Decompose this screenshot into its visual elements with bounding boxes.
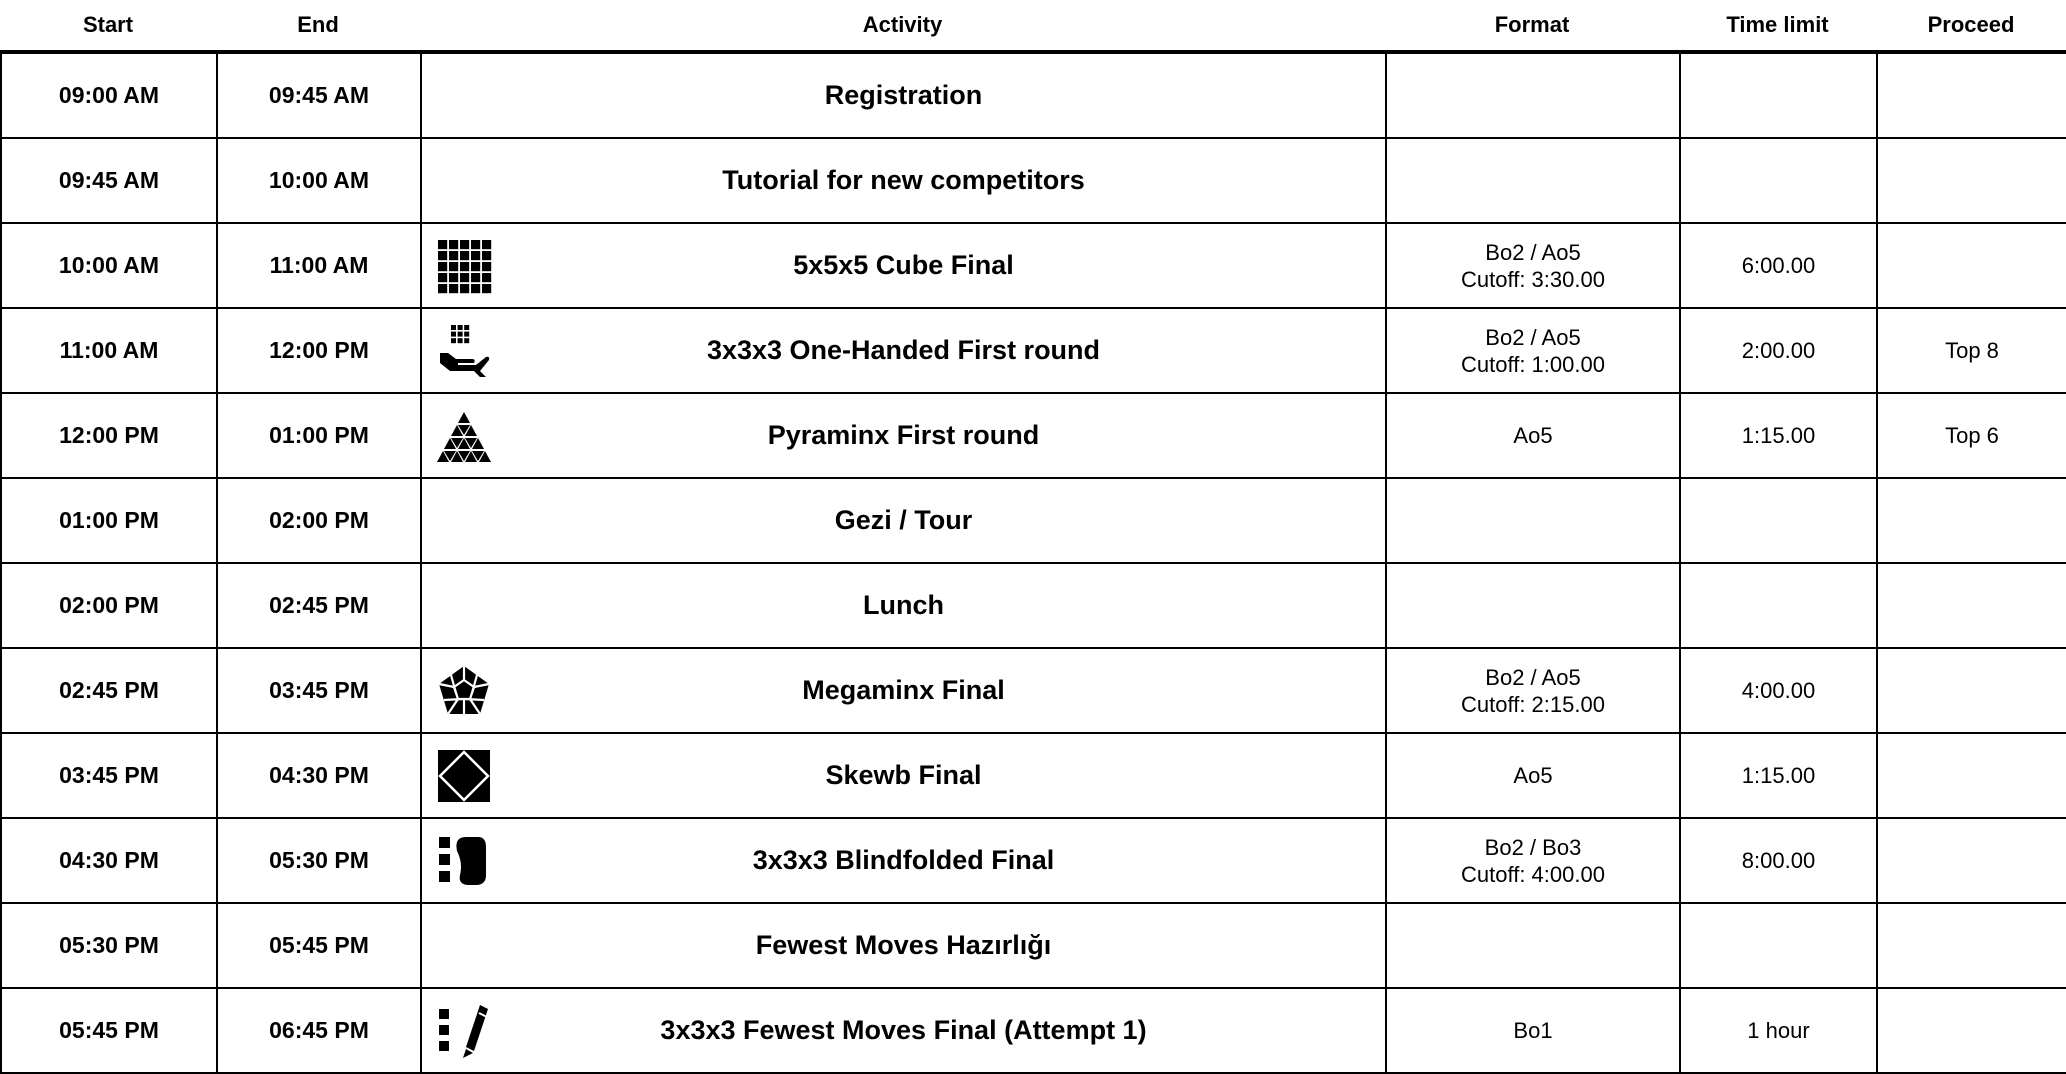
end-time: 05:45 PM	[216, 904, 420, 987]
table-row	[0, 564, 2066, 649]
format-cell	[1385, 989, 1679, 1072]
table-row	[0, 819, 2066, 904]
end-time: 04:30 PM	[216, 734, 420, 817]
activity-name: 3x3x3 Fewest Moves Final (Attempt 1)	[660, 1015, 1147, 1045]
cutoff-value: Cutoff: 4:00.00	[1461, 861, 1605, 887]
time-limit: 4:00.00	[1679, 649, 1876, 732]
megaminx-icon	[436, 663, 492, 719]
table-body	[0, 54, 2066, 1074]
format-cell	[1385, 904, 1679, 987]
time-limit: 8:00.00	[1679, 819, 1876, 902]
table-row	[0, 54, 2066, 139]
format-cell	[1385, 54, 1679, 137]
format-value: Bo2 / Bo3	[1484, 834, 1582, 860]
format-cell	[1385, 224, 1679, 307]
end-time: 05:30 PM	[216, 819, 420, 902]
end-time: 02:00 PM	[216, 479, 420, 562]
start-time: 02:45 PM	[0, 649, 216, 732]
table-row	[0, 309, 2066, 394]
end-time: 06:45 PM	[216, 989, 420, 1072]
proceed: Top 6	[1876, 394, 2066, 477]
time-limit	[1679, 54, 1876, 137]
end-time: 01:00 PM	[216, 394, 420, 477]
table-header	[0, 0, 2066, 54]
proceed	[1876, 989, 2066, 1072]
end-time: 09:45 AM	[216, 54, 420, 137]
activity-name: Skewb Final	[825, 760, 982, 790]
end-time: 12:00 PM	[216, 309, 420, 392]
activity-name: Fewest Moves Hazırlığı	[755, 930, 1052, 960]
start-time: 10:00 AM	[0, 224, 216, 307]
format-value: Bo2 / Ao5	[1485, 239, 1581, 265]
proceed	[1876, 734, 2066, 817]
cutoff-value: Cutoff: 2:15.00	[1461, 691, 1605, 717]
end-time: 02:45 PM	[216, 564, 420, 647]
format-value: Bo2 / Ao5	[1485, 664, 1581, 690]
activity-cell	[420, 564, 1385, 647]
format-cell	[1385, 819, 1679, 902]
time-limit: 1:15.00	[1679, 734, 1876, 817]
activity-name: Gezi / Tour	[834, 505, 973, 535]
start-time: 11:00 AM	[0, 309, 216, 392]
activity-cell	[420, 224, 1385, 307]
proceed	[1876, 224, 2066, 307]
start-time: 05:30 PM	[0, 904, 216, 987]
activity-cell	[420, 139, 1385, 222]
header-activity: Activity	[862, 12, 943, 37]
activity-name: Pyraminx First round	[767, 420, 1040, 450]
cutoff-value: Cutoff: 1:00.00	[1461, 351, 1605, 377]
format-cell	[1385, 734, 1679, 817]
activity-name: 3x3x3 Blindfolded Final	[752, 845, 1055, 875]
header-format: Format	[1494, 12, 1570, 37]
activity-cell	[420, 394, 1385, 477]
proceed	[1876, 139, 2066, 222]
start-time: 05:45 PM	[0, 989, 216, 1072]
proceed	[1876, 904, 2066, 987]
proceed	[1876, 54, 2066, 137]
activity-name: Registration	[824, 80, 983, 110]
activity-name: 3x3x3 One-Handed First round	[706, 335, 1101, 365]
header-time-limit: Time limit	[1726, 12, 1829, 37]
proceed: Top 8	[1876, 309, 2066, 392]
time-limit: 1:15.00	[1679, 394, 1876, 477]
table-row	[0, 649, 2066, 734]
activity-name: Megaminx Final	[802, 675, 1005, 705]
activity-name: Lunch	[863, 590, 944, 620]
table-row	[0, 734, 2066, 819]
time-limit: 6:00.00	[1679, 224, 1876, 307]
format-value: Ao5	[1513, 763, 1553, 788]
proceed	[1876, 479, 2066, 562]
start-time: 09:00 AM	[0, 54, 216, 137]
format-cell	[1385, 394, 1679, 477]
activity-cell	[420, 479, 1385, 562]
proceed	[1876, 819, 2066, 902]
one-handed-icon	[436, 323, 492, 379]
format-cell	[1385, 564, 1679, 647]
format-cell	[1385, 139, 1679, 222]
format-cell	[1385, 309, 1679, 392]
time-limit	[1679, 479, 1876, 562]
activity-cell	[420, 819, 1385, 902]
start-time: 02:00 PM	[0, 564, 216, 647]
format-cell	[1385, 479, 1679, 562]
header-end: End	[297, 12, 339, 37]
time-limit	[1679, 564, 1876, 647]
end-time: 03:45 PM	[216, 649, 420, 732]
format-value: Bo2 / Ao5	[1485, 324, 1581, 350]
start-time: 04:30 PM	[0, 819, 216, 902]
fewest-moves-icon	[436, 1003, 492, 1059]
table-row	[0, 394, 2066, 479]
activity-name: 5x5x5 Cube Final	[793, 250, 1014, 280]
time-limit: 2:00.00	[1679, 309, 1876, 392]
table-row	[0, 479, 2066, 564]
activity-cell	[420, 734, 1385, 817]
proceed	[1876, 564, 2066, 647]
format-value: Ao5	[1513, 423, 1553, 448]
start-time: 01:00 PM	[0, 479, 216, 562]
table-row	[0, 904, 2066, 989]
activity-name: Tutorial for new competitors	[722, 165, 1085, 195]
header-start: Start	[82, 12, 134, 37]
activity-cell	[420, 649, 1385, 732]
proceed	[1876, 649, 2066, 732]
table-row	[0, 224, 2066, 309]
cutoff-value: Cutoff: 3:30.00	[1461, 266, 1605, 292]
blindfolded-icon	[436, 833, 492, 889]
skewb-icon	[436, 748, 492, 804]
start-time: 03:45 PM	[0, 734, 216, 817]
activity-cell	[420, 309, 1385, 392]
start-time: 09:45 AM	[0, 139, 216, 222]
format-cell	[1385, 649, 1679, 732]
header-proceed: Proceed	[1927, 12, 2015, 37]
format-value: Bo1	[1513, 1018, 1553, 1043]
cube-5x5-icon	[436, 238, 492, 294]
time-limit	[1679, 139, 1876, 222]
time-limit	[1679, 904, 1876, 987]
end-time: 10:00 AM	[216, 139, 420, 222]
table-row	[0, 139, 2066, 224]
time-limit: 1 hour	[1679, 989, 1876, 1072]
start-time: 12:00 PM	[0, 394, 216, 477]
table-row	[0, 989, 2066, 1074]
activity-cell	[420, 54, 1385, 137]
pyraminx-icon	[436, 408, 492, 464]
end-time: 11:00 AM	[216, 224, 420, 307]
activity-cell	[420, 904, 1385, 987]
activity-cell	[420, 989, 1385, 1072]
